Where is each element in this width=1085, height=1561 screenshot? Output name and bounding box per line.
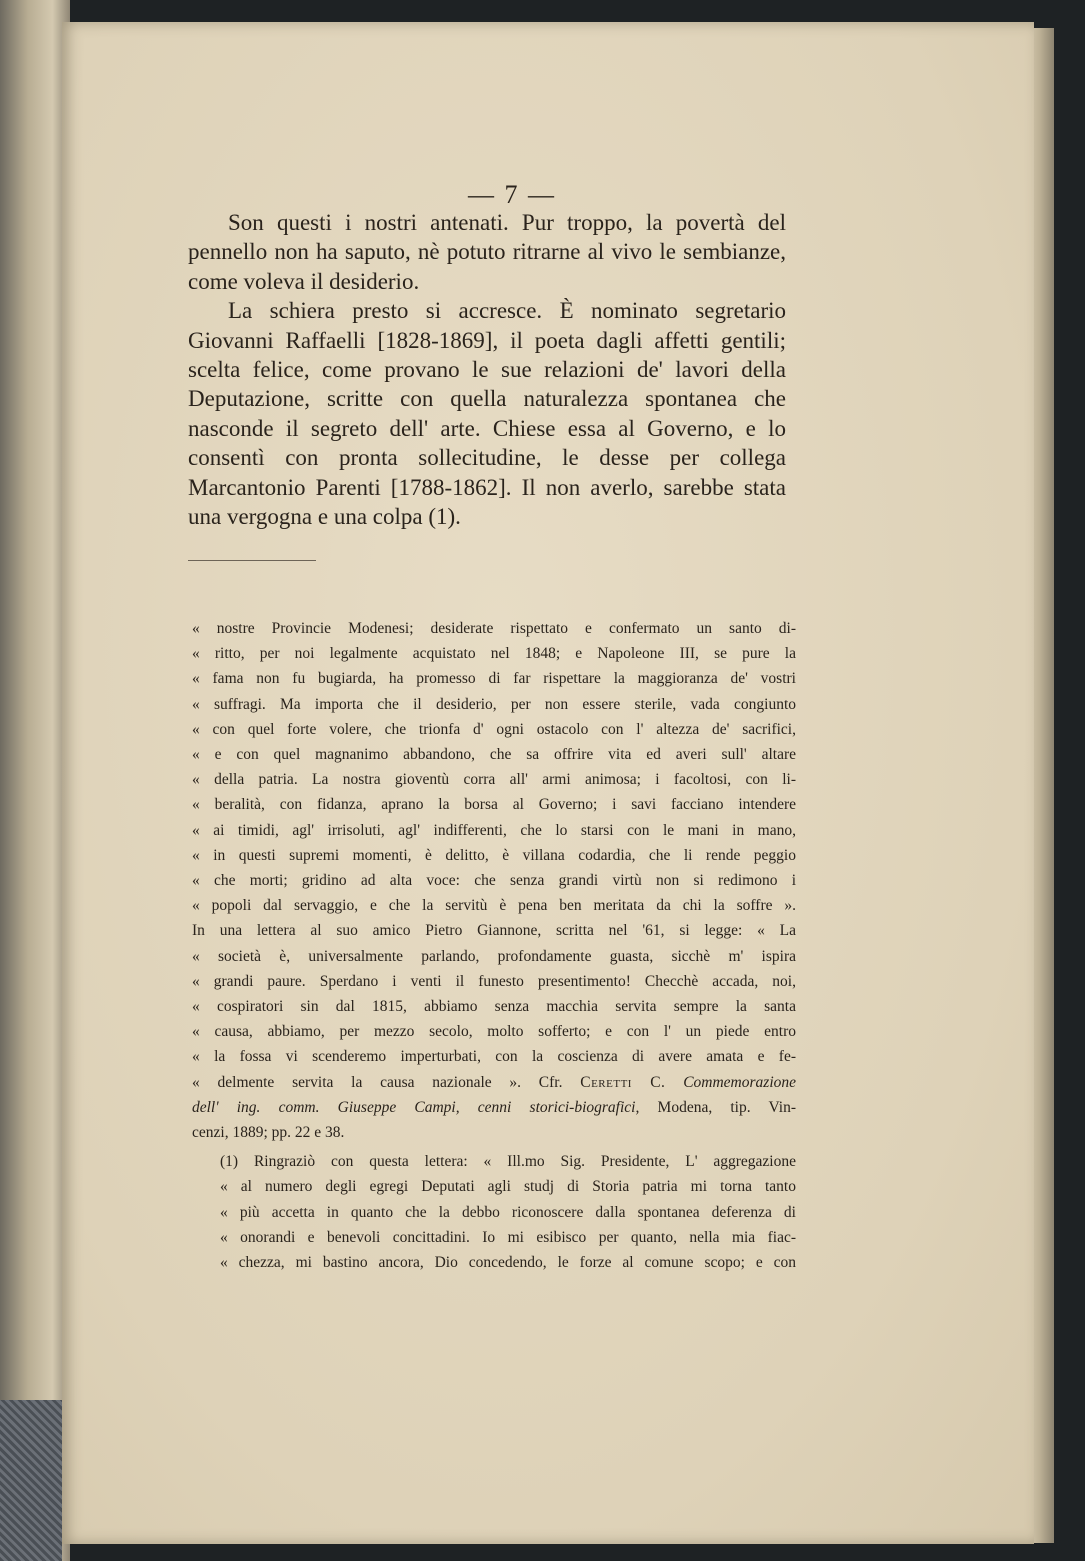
page-number: — 7 — [468,180,556,209]
footnote-line: In una lettera al suo amico Pietro Giannone, scritta nel '61, si legge: « La [192,922,796,940]
footnote-line: « società è, universalmente parlando, profondamente guasta, sicchè m' ispira [192,947,796,965]
footnote-line: « grandi paure. Sperdano i venti il funesto presentimento! Checchè accada, noi, [192,972,796,990]
footnote-line: « causa, abbiamo, per mezzo secolo, molto sofferto; e con l' un piede entro [192,1023,796,1041]
footnote-line: « ritto, per noi legalmente acquistato nel 1848; e Napoleone III, se pure la [192,645,796,663]
main-paragraph-1: Son questi i nostri antenati. Pur troppo, la povertà del pennello non ha saputo, nè potuto ritrarne al vivo le sembianze, come voleva il desiderio. [188,210,786,294]
footnote-citation-line: cenzi, 1889; pp. 22 e 38. [192,1124,345,1142]
citation-publisher: Modena, tip. Vin- [657,1098,797,1116]
footnote-line: « beralità, con fidanza, aprano la borsa al Governo; i savi facciano intendere [192,796,796,814]
main-text [188,208,786,531]
footnote-line: « la fossa vi scenderemo imperturbati, con la coscienza di avere amata e fe- [192,1048,796,1066]
footnote-line-part: « delmente servita la causa nazionale ». [192,1073,522,1091]
footnote-line: « suffragi. Ma importa che il desiderio, per non essere sterile, vada congiunto [192,695,796,713]
book-spine-cloth [0,1400,62,1561]
footnote-line: « cospiratori sin dal 1815, abbiamo senza macchia servita sempre la santa [192,998,796,1016]
footnote-citation-line [192,1070,796,1095]
footnote-line: « che morti; gridino ad alta voce: che senza grandi virtù non si redimono i [192,872,796,890]
citation-prefix: Cfr. [538,1073,563,1091]
footnote-line: (1) Ringraziò con questa lettera: « Ill.mo Sig. Presidente, L' aggregazione [220,1153,796,1171]
footnote-line: « in questi supremi momenti, è delitto, è villana codardia, che li rende peggio [192,846,796,864]
main-paragraph-2: La schiera presto si accresce. È nominato segretario Giovanni Raffaelli [1828-1869], il poeta dagli affetti gentili; scelta felice, come provano le sue relazioni de' lavori della Deputazione, scritte con quella naturalezza spontanea che nasconde il segreto dell' arte. Chiese essa al Governo, e lo consentì con pronta sollecitudine, le desse per collega Marcantonio Parenti [1788-1862]. Il non averlo, sarebbe stata una vergogna e una colpa (1). [188,298,786,530]
previous-page-edge [0,0,70,1561]
footnote-continued [192,616,796,1145]
footnote-line: « e con quel magnanimo abbandono, che sa offrire vita ed averi sull' altare [192,746,796,764]
footnote-line: « con quel forte volere, che trionfa d' ogni ostacolo con l' altezza de' sacrifici, [192,720,796,738]
footnote-1 [192,1149,796,1275]
citation-title-part-1: Commemorazione [683,1073,797,1091]
citation-author: Ceretti C. [580,1073,666,1091]
footnote-line: « al numero degli egregi Deputati agli studj di Storia patria mi torna tanto [220,1178,796,1196]
footnotes [192,616,796,1275]
footnote-separator [188,560,316,561]
footnote-line: « onorandi e benevoli concittadini. Io mi esibisco per quanto, nella mia fiac- [220,1228,796,1246]
book-page [62,22,1034,1544]
footnote-line: « nostre Provincie Modenesi; desiderate rispettato e confermato un santo di- [192,620,796,637]
footnote-line: « più accetta in quanto che la debbo riconoscere dalla spontanea deferenza di [220,1203,796,1221]
footnote-line: « chezza, mi bastino ancora, Dio concedendo, le forze al comune scopo; e con [220,1254,796,1272]
footnote-line: « fama non fu bugiarda, ha promesso di far rispettare la maggioranza de' vostri [192,670,796,688]
footnote-line: « ai timidi, agl' irrisoluti, agl' indifferenti, che lo starsi con le mani in mano, [192,821,796,839]
footnote-line: « popoli dal servaggio, e che la servitù è pena ben meritata da chi la soffre ». [192,897,796,915]
footnote-citation-line [192,1095,796,1120]
citation-title-part-2: dell' ing. comm. Giuseppe Campi, cenni storici-biografici, [192,1098,640,1116]
footnote-line: « della patria. La nostra gioventù corra all' armi animosa; i facoltosi, con li- [192,771,796,789]
